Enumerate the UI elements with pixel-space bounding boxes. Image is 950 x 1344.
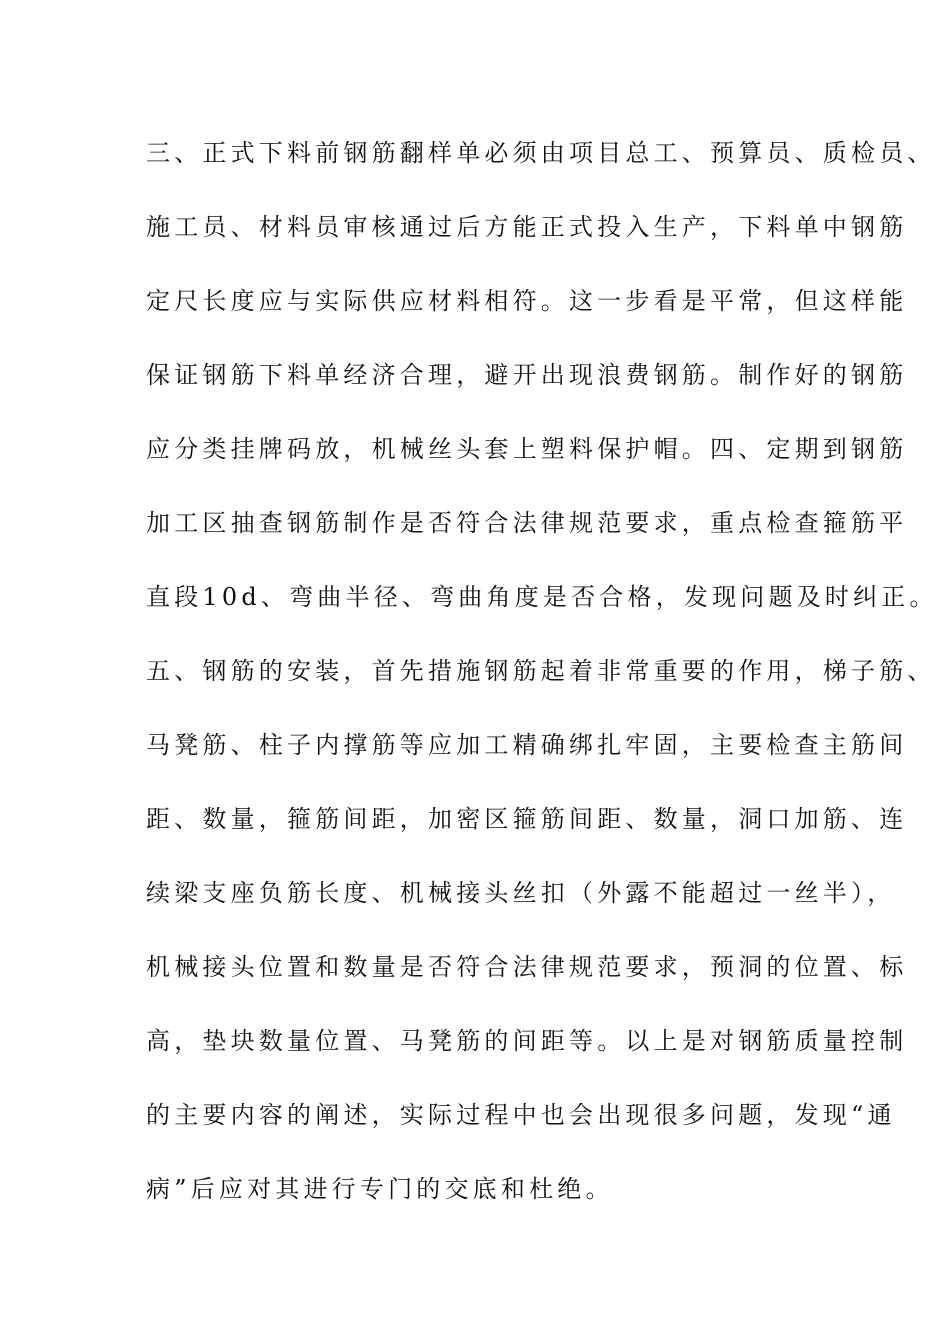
- text-line: 三、正式下料前钢筋翻样单必须由项目总工、预算员、质检员、: [146, 139, 936, 167]
- text-line: 定尺长度应与实际供应材料相符。这一步看是平常，但这样能: [146, 287, 908, 315]
- text-line: 加工区抽查钢筋制作是否符合法律规范要求，重点检查箍筋平: [146, 509, 908, 537]
- text-line: 高，垫块数量位置、马凳筋的间距等。以上是对钢筋质量控制: [146, 1027, 908, 1055]
- text-line: 应分类挂牌码放，机械丝头套上塑料保护帽。四、定期到钢筋: [146, 435, 908, 463]
- text-line: 施工员、材料员审核通过后方能正式投入生产，下料单中钢筋: [146, 213, 908, 241]
- text-line: 续梁支座负筋长度、机械接头丝扣（外露不能超过一丝半），: [146, 879, 896, 907]
- text-line: 机械接头位置和数量是否符合法律规范要求，预洞的位置、标: [146, 953, 908, 981]
- text-line: 距、数量，箍筋间距，加密区箍筋间距、数量，洞口加筋、连: [146, 805, 908, 833]
- text-line: 的主要内容的阐述，实际过程中也会出现很多问题，发现“通: [146, 1101, 896, 1129]
- text-line: 保证钢筋下料单经济合理，避开出现浪费钢筋。制作好的钢筋: [146, 361, 908, 389]
- text-line: 病”后应对其进行专门的交底和杜绝。: [146, 1175, 614, 1203]
- body-paragraph: [146, 130, 938, 1240]
- text-line: 五、钢筋的安装，首先措施钢筋起着非常重要的作用，梯子筋、: [146, 657, 936, 685]
- text-line: 直段10d、弯曲半径、弯曲角度是否合格，发现问题及时纠正。: [146, 583, 938, 611]
- text-line: 马凳筋、柱子内撑筋等应加工精确绑扎牢固，主要检查主筋间: [146, 731, 908, 759]
